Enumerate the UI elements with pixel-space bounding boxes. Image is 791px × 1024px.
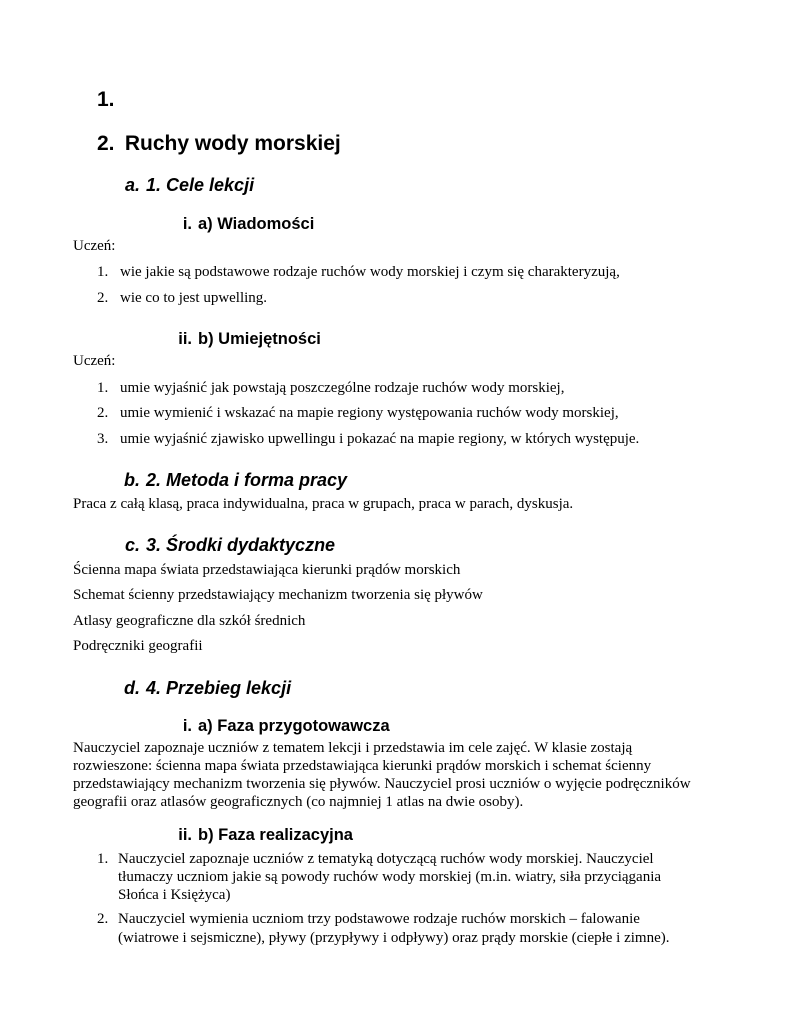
lesson-title-text: Ruchy wody morskiej [124,132,341,155]
realizacyjna-item-number: 1. [97,851,109,867]
heading-1-number: 1. [97,88,115,111]
lesson-title-number: 2. [97,132,115,155]
list-item [97,263,620,281]
subsection-realizacyjna [162,826,353,845]
subsection-umiejetnosci [162,330,321,349]
uczen-label-2: Uczeń: [73,353,116,369]
subsection-przygotowawcza [168,717,390,736]
list-item [97,404,619,422]
subsection-a-ii-title: b) Umiejętności [198,330,321,348]
section-c-number: c. [124,535,140,555]
list-item-number: 2. [97,405,109,421]
section-cele-lekcji [118,175,254,196]
list-item-number: 1. [97,264,109,280]
srodki-item: Schemat ścienny przedstawiający mechanizm tworzenia się pływów [73,587,483,603]
section-d-number: d. [124,678,140,698]
section-b-title: 2. Metoda i forma pracy [146,470,348,490]
realizacyjna-item-number: 2. [97,911,109,927]
uczen-label-1: Uczeń: [73,238,116,254]
list-item-number: 3. [97,431,109,447]
subsection-d-i-title: a) Faza przygotowawcza [198,717,390,735]
section-a-title: 1. Cele lekcji [146,175,255,195]
subsection-d-ii-title: b) Faza realizacyjna [198,826,353,844]
list-item-text: wie co to jest upwelling. [120,290,268,306]
subsection-wiadomosci [168,215,314,234]
list-item-text: umie wymienić i wskazać na mapie regiony występowania ruchów wody morskiej, [120,405,619,421]
list-item [97,379,564,397]
list-item [97,289,267,307]
section-d-title: 4. Przebieg lekcji [146,678,292,698]
section-srodki [118,535,335,556]
list-item-text: umie wyjaśnić jak powstają poszczególne rodzaje ruchów wody morskiej, [120,380,565,396]
section-b-number: b. [124,470,140,490]
przygotowawcza-line: Nauczyciel zapoznaje uczniów z tematem lekcji i przedstawia im cele zajęć. W klasie zostają [73,740,633,756]
subsection-a-i-title: a) Wiadomości [198,215,315,233]
przygotowawcza-line: przedstawiający mechanizm tworzenia się pływów. Nauczyciel prosi uczniów o wyjęcie podręczników [73,776,691,792]
subsection-a-ii-number: ii. [178,330,192,348]
section-metoda [118,470,347,491]
section-przebieg [118,678,291,699]
list-item-text: wie jakie są podstawowe rodzaje ruchów wody morskiej i czym się charakteryzują, [120,264,620,280]
srodki-item: Podręczniki geografii [73,638,203,654]
realizacyjna-item-line: tłumaczy uczniom jakie są powody ruchów wody morskiej (m.in. wiatry, siła przyciągania [118,869,662,885]
subsection-d-ii-number: ii. [178,826,192,844]
srodki-item: Atlasy geograficzne dla szkół średnich [73,613,306,629]
realizacyjna-item-line: Nauczyciel zapoznaje uczniów z tematyką dotyczącą ruchów wody morskiej. Nauczyciel [118,851,654,867]
list-item-number: 1. [97,380,109,396]
realizacyjna-item-line: (wiatrowe i sejsmiczne), pływy (przypływy i odpływy) oraz prądy morskie (ciepłe i zimne). [118,930,670,946]
list-item-number: 2. [97,290,109,306]
przygotowawcza-line: rozwieszone: ścienna mapa świata przedstawiająca kierunki prądów morskich i schemat ścienny [73,758,652,774]
list-item-text: umie wyjaśnić zjawisko upwellingu i pokazać na mapie regiony, w których występuje. [120,431,640,447]
realizacyjna-item-line: Nauczyciel wymienia uczniom trzy podstawowe rodzaje ruchów morskich – falowanie [118,911,640,927]
lesson-title [97,132,341,156]
metoda-text: Praca z całą klasą, praca indywidualna, praca w grupach, praca w parach, dyskusja. [73,496,574,512]
section-a-number: a. [124,175,140,195]
list-item [97,430,639,448]
srodki-item: Ścienna mapa świata przedstawiająca kierunki prądów morskich [73,562,461,578]
subsection-d-i-number: i. [182,717,192,735]
section-c-title: 3. Środki dydaktyczne [146,535,336,555]
subsection-a-i-number: i. [182,215,192,233]
przygotowawcza-line: geografii oraz atlasów geograficznych (co najmniej 1 atlas na dwie osoby). [73,794,524,810]
realizacyjna-item-line: Słońca i Księżyca) [118,887,231,903]
